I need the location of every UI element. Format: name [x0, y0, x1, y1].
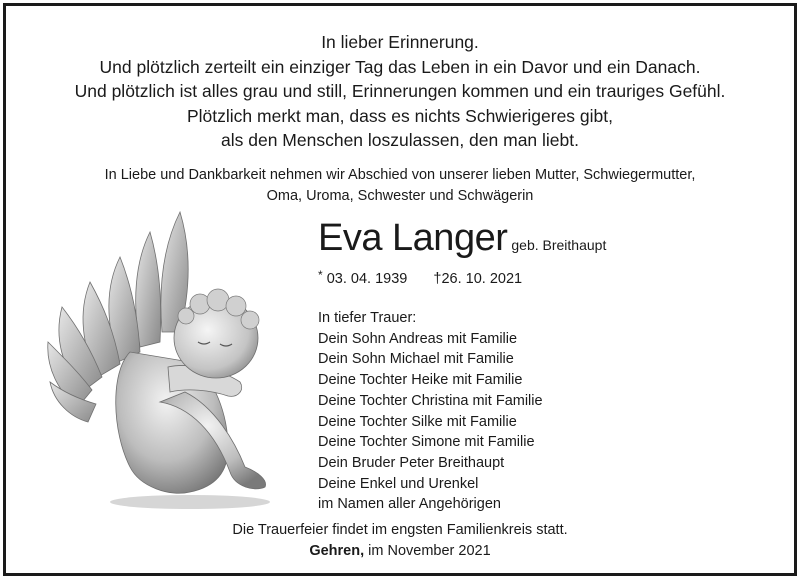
- list-item: Deine Tochter Simone mit Familie: [318, 434, 535, 451]
- deceased-name: Eva Langer: [318, 217, 508, 259]
- mourners-list: [318, 308, 543, 515]
- birth-symbol: *: [318, 268, 323, 282]
- life-dates: [318, 268, 522, 287]
- death-symbol: †: [433, 271, 442, 287]
- list-item: Deine Enkel und Urenkel: [318, 475, 479, 492]
- list-item: im Namen aller Angehörigen: [318, 496, 501, 513]
- place: Gehren,: [309, 542, 365, 559]
- funeral-note: Die Trauerfeier findet im engsten Familienkreis statt.: [232, 522, 568, 538]
- memorial-poem: [6, 30, 794, 153]
- farewell-intro: [6, 165, 794, 207]
- notice-date: im November 2021: [368, 542, 491, 559]
- list-item: Dein Sohn Michael mit Familie: [318, 351, 514, 368]
- birth-date: 03. 04. 1939: [326, 271, 408, 287]
- deceased-name-line: [318, 216, 606, 260]
- obituary-notice: [3, 3, 797, 576]
- poem-line: als den Menschen loszulassen, den man liebt.: [221, 130, 579, 150]
- poem-line: Und plötzlich zerteilt ein einziger Tag das Leben in ein Davor und ein Danach.: [99, 56, 701, 77]
- funeral-info: [6, 520, 794, 561]
- poem-line: Und plötzlich ist alles grau und still, Erinnerungen kommen und ein trauriges Gefühl.: [74, 81, 726, 101]
- angel-figurine-image: [40, 202, 272, 512]
- list-item: Deine Tochter Christina mit Familie: [318, 392, 543, 409]
- list-item: Dein Sohn Andreas mit Familie: [318, 330, 518, 347]
- list-item: Deine Tochter Heike mit Familie: [318, 372, 523, 389]
- maiden-name: geb. Breithaupt: [511, 237, 607, 253]
- poem-line: Plötzlich merkt man, dass es nichts Schwierigeres gibt,: [187, 105, 613, 126]
- list-item: In tiefer Trauer:: [318, 310, 417, 326]
- death-date: 26. 10. 2021: [441, 271, 523, 287]
- intro-line: In Liebe und Dankbarkeit nehmen wir Abschied von unserer lieben Mutter, Schwiegermutter,: [104, 167, 696, 183]
- intro-line: Oma, Uroma, Schwester und Schwägerin: [266, 188, 534, 204]
- place-date-line: [6, 541, 794, 562]
- list-item: Deine Tochter Silke mit Familie: [318, 413, 517, 430]
- list-item: Dein Bruder Peter Breithaupt: [318, 454, 505, 471]
- poem-line: In lieber Erinnerung.: [321, 32, 479, 52]
